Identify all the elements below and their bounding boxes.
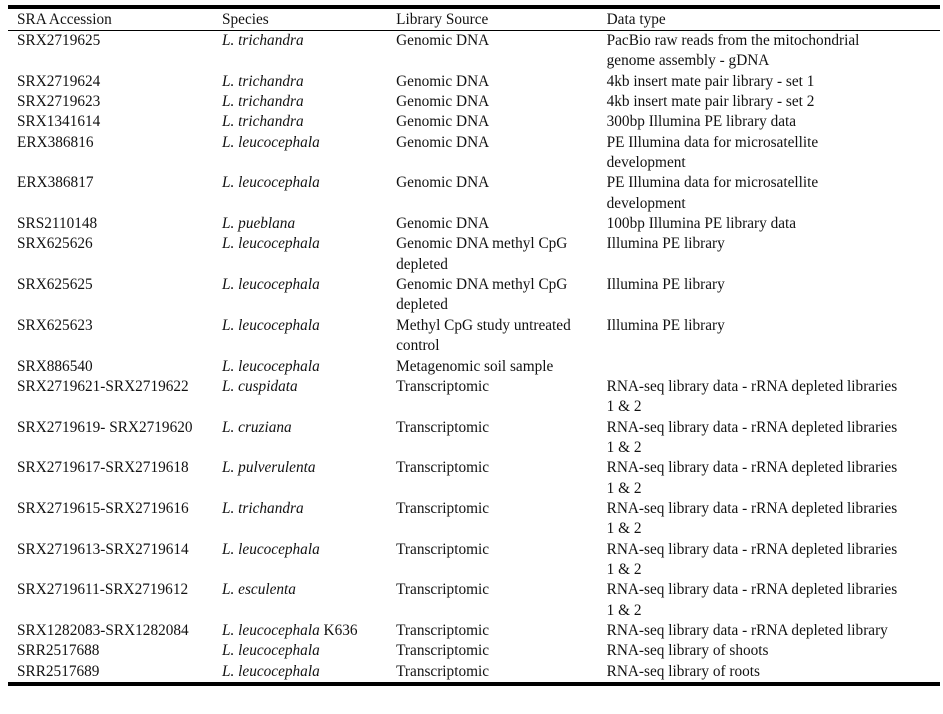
- species-name: L. pueblana: [222, 215, 296, 233]
- cell-data-type: Illumina PE library: [606, 276, 725, 294]
- cell-library-source: Transcriptomic: [396, 377, 490, 395]
- cell-species: [222, 275, 396, 316]
- cell-accession: SRX2719621-SRX2719622: [17, 377, 189, 395]
- table-row: [8, 72, 940, 92]
- species-name: L. leucocephala: [222, 662, 320, 680]
- cell-species: [222, 214, 396, 234]
- cell-species: [222, 112, 396, 132]
- table-row: [8, 662, 940, 684]
- table-row: [8, 357, 940, 377]
- cell-species: [222, 316, 396, 357]
- cell-species: [222, 540, 396, 581]
- cell-library-source: Transcriptomic: [396, 459, 490, 477]
- cell-species: [222, 31, 396, 72]
- cell-library-source: Transcriptomic: [396, 621, 490, 639]
- cell-data-type: PE Illumina data for microsatellite development: [606, 174, 819, 212]
- cell-accession: SRX2719619- SRX2719620: [17, 418, 193, 436]
- cell-data-type: RNA-seq library of roots: [606, 662, 760, 680]
- cell-species: [222, 133, 396, 174]
- cell-data-type: RNA-seq library data - rRNA depleted library: [606, 621, 888, 639]
- cell-library-source: Genomic DNA: [396, 133, 490, 151]
- table-row: [8, 275, 940, 316]
- cell-library-source: Genomic DNA: [396, 32, 490, 49]
- header-row: [8, 7, 940, 31]
- species-name: L. trichandra: [222, 72, 304, 90]
- cell-accession: SRX886540: [17, 357, 93, 375]
- cell-species: [222, 580, 396, 621]
- cell-accession: SRS2110148: [17, 215, 98, 233]
- table-row: [8, 458, 940, 499]
- species-name: L. leucocephala: [222, 316, 320, 334]
- cell-accession: SRX1282083-SRX1282084: [17, 621, 189, 639]
- cell-accession: SRX2719615-SRX2719616: [17, 499, 189, 517]
- cell-species: [222, 92, 396, 112]
- cell-data-type: 300bp Illumina PE library data: [606, 113, 797, 131]
- table-row: [8, 641, 940, 661]
- sra-table: [8, 5, 940, 686]
- cell-accession: SRX2719623: [17, 93, 101, 111]
- cell-library-source: Transcriptomic: [396, 418, 490, 436]
- cell-accession: SRX625625: [17, 276, 93, 294]
- cell-library-source: Transcriptomic: [396, 642, 490, 660]
- cell-library-source: Genomic DNA: [396, 174, 490, 192]
- cell-species: [222, 173, 396, 214]
- header-library-source: Library Source: [396, 7, 607, 31]
- species-name: L. leucocephala: [222, 235, 320, 253]
- cell-accession: SRX625626: [17, 235, 93, 253]
- table-row: [8, 31, 940, 72]
- cell-library-source: Transcriptomic: [396, 540, 490, 558]
- species-name: L. leucocephala: [222, 276, 320, 294]
- table-row: [8, 112, 940, 132]
- table-row: [8, 173, 940, 214]
- table-row: [8, 214, 940, 234]
- cell-library-source: Transcriptomic: [396, 662, 490, 680]
- table-row: [8, 234, 940, 275]
- cell-data-type: [607, 357, 940, 377]
- cell-data-type: PacBio raw reads from the mitochondrial genome assembly - gDNA: [606, 32, 860, 70]
- cell-species: [222, 234, 396, 275]
- cell-library-source: Metagenomic soil sample: [396, 357, 554, 375]
- cell-data-type: Illumina PE library: [606, 235, 725, 253]
- cell-data-type: RNA-seq library data - rRNA depleted libraries 1 & 2: [606, 418, 898, 456]
- species-name: L. trichandra: [222, 32, 304, 49]
- cell-data-type: 4kb insert mate pair library - set 1: [606, 72, 815, 90]
- species-name: L. leucocephala: [222, 357, 320, 375]
- cell-data-type: RNA-seq library data - rRNA depleted libraries 1 & 2: [606, 377, 898, 416]
- cell-data-type: RNA-seq library data - rRNA depleted libraries 1 & 2: [606, 540, 898, 578]
- cell-species: [222, 662, 396, 684]
- species-name: L. cruziana: [222, 418, 292, 436]
- cell-library-source: Genomic DNA methyl CpG depleted: [396, 276, 568, 314]
- cell-library-source: Genomic DNA: [396, 93, 490, 111]
- species-name: L. esculenta: [222, 581, 296, 599]
- cell-accession: ERX386817: [17, 174, 94, 192]
- cell-accession: SRR2517689: [17, 662, 100, 680]
- cell-accession: SRX2719613-SRX2719614: [17, 540, 189, 558]
- cell-species: [222, 357, 396, 377]
- table-row: [8, 499, 940, 540]
- table-row: [8, 316, 940, 357]
- table-row: [8, 540, 940, 581]
- species-name: L. trichandra: [222, 93, 304, 111]
- species-name: L. pulverulenta: [222, 459, 316, 477]
- cell-accession: SRR2517688: [17, 642, 100, 660]
- table-row: [8, 92, 940, 112]
- species-name: L. leucocephala: [222, 621, 320, 639]
- cell-library-source: Genomic DNA: [396, 215, 490, 233]
- species-name: L. trichandra: [222, 113, 304, 131]
- cell-data-type: RNA-seq library data - rRNA depleted libraries 1 & 2: [606, 499, 898, 538]
- cell-data-type: 4kb insert mate pair library - set 2: [606, 93, 815, 111]
- cell-library-source: Transcriptomic: [396, 581, 490, 599]
- cell-accession: ERX386816: [17, 133, 94, 151]
- cell-accession: SRX2719611-SRX2719612: [17, 581, 189, 599]
- cell-species: [222, 621, 396, 641]
- cell-data-type: RNA-seq library data - rRNA depleted libraries 1 & 2: [606, 459, 898, 497]
- table-row: [8, 377, 940, 418]
- cell-data-type: 100bp Illumina PE library data: [606, 215, 797, 233]
- cell-accession: SRX2719625: [17, 32, 101, 49]
- cell-species: [222, 72, 396, 92]
- table-row: [8, 418, 940, 459]
- cell-library-source: Transcriptomic: [396, 499, 490, 517]
- cell-library-source: Genomic DNA: [396, 113, 490, 131]
- species-name: L. leucocephala: [222, 174, 320, 192]
- species-name: L. leucocephala: [222, 133, 320, 151]
- header-species: Species: [222, 7, 396, 31]
- cell-library-source: Methyl CpG study untreated control: [396, 316, 571, 355]
- cell-species: [222, 641, 396, 661]
- cell-accession: SRX1341614: [17, 113, 101, 131]
- cell-accession: SRX2719624: [17, 72, 101, 90]
- cell-data-type: PE Illumina data for microsatellite development: [606, 133, 819, 172]
- cell-species: [222, 418, 396, 459]
- cell-accession: SRX625623: [17, 316, 93, 334]
- cell-data-type: RNA-seq library data - rRNA depleted libraries 1 & 2: [606, 581, 898, 619]
- cell-species: [222, 458, 396, 499]
- cell-species: [222, 499, 396, 540]
- table-row: [8, 580, 940, 621]
- cell-library-source: Genomic DNA methyl CpG depleted: [396, 235, 568, 273]
- species-name: L. cuspidata: [222, 377, 298, 395]
- header-data-type: Data type: [607, 7, 940, 31]
- table-row: [8, 133, 940, 174]
- cell-accession: SRX2719617-SRX2719618: [17, 459, 189, 477]
- species-name: L. leucocephala: [222, 642, 320, 660]
- species-name: L. leucocephala: [222, 540, 320, 558]
- cell-data-type: RNA-seq library of shoots: [606, 642, 769, 660]
- cell-library-source: Genomic DNA: [396, 72, 490, 90]
- species-name: L. trichandra: [222, 499, 304, 517]
- species-suffix: K636: [319, 621, 358, 639]
- cell-species: [222, 377, 396, 418]
- header-accession: SRA Accession: [8, 7, 222, 31]
- cell-data-type: Illumina PE library: [606, 316, 725, 334]
- table-row: [8, 621, 940, 641]
